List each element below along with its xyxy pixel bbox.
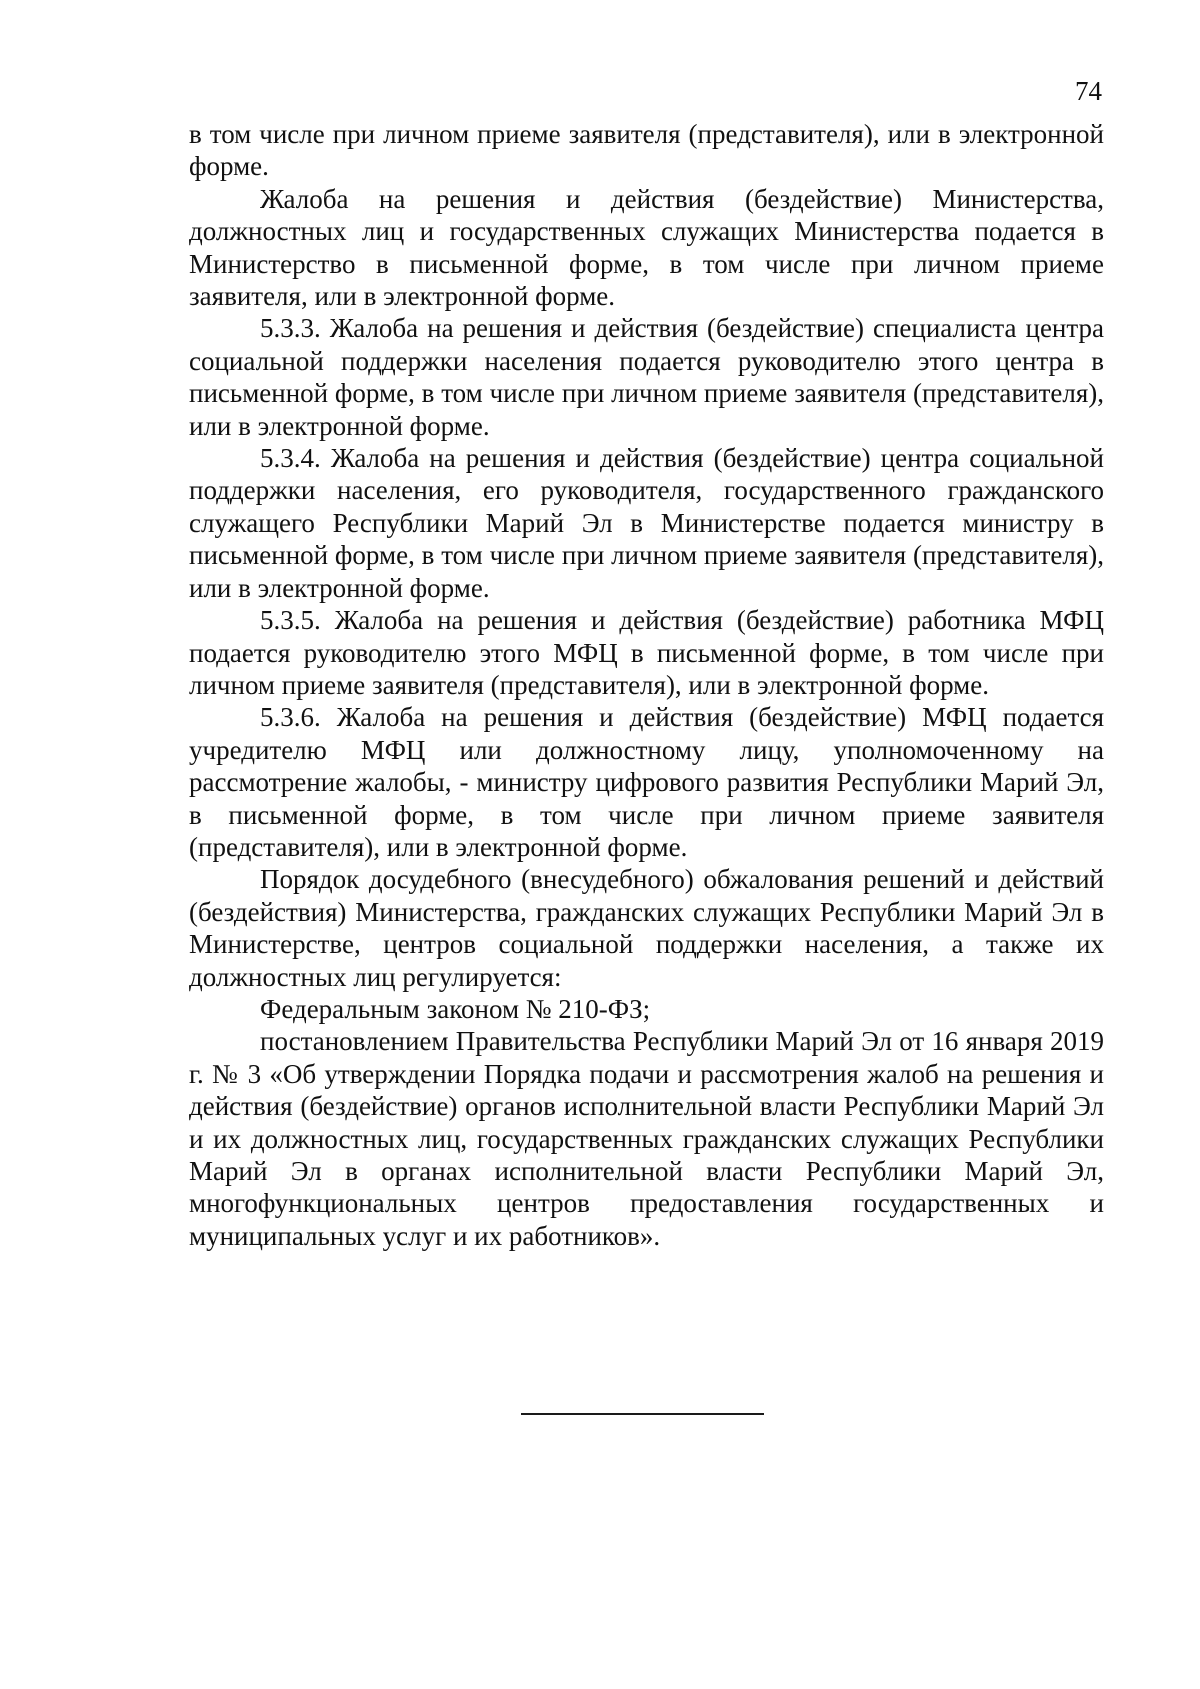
paragraph-5-3-6: 5.3.6. Жалоба на решения и действия (бездействие) МФЦ подается учредителю МФЦ или должностному лицу, уполномоченному на рассмотрение жалобы, - министру цифрового развития Республики Марий Эл, в письменной форме, в том числе при личном приеме заявителя (представителя), или в электронной форме. — [189, 702, 1104, 862]
paragraph-government-resolution: постановлением Правительства Республики Марий Эл от 16 января 2019 г. № 3 «Об утверждении Порядка подачи и рассмотрения жалоб на решения и действия (бездействие) органов исполнительной власти Республики Марий Эл и их должностных лиц, государственных гражданских служащих Республики Марий Эл в органах исполнительной власти Республики Марий Эл, многофункциональных центров предоставления государственных и муниципальных услуг и их работников». — [189, 1026, 1104, 1251]
document-body — [189, 118, 1104, 1252]
paragraph-5-3-3: 5.3.3. Жалоба на решения и действия (бездействие) специалиста центра социальной поддержки населения подается руководителю этого центра в письменной форме, в том числе при личном приеме заявителя (представителя), или в электронной форме. — [189, 313, 1104, 441]
paragraph-complaint-ministry: Жалоба на решения и действия (бездействие) Министерства, должностных лиц и государственных служащих Министерства подается в Министерство в письменной форме, в том числе при личном приеме заявителя, или в электронной форме. — [189, 183, 1104, 312]
paragraph-federal-law: Федеральным законом № 210-ФЗ; — [260, 993, 651, 1024]
paragraph-5-3-5: 5.3.5. Жалоба на решения и действия (бездействие) работника МФЦ подается руководителю этого МФЦ в письменной форме, в том числе при личном приеме заявителя (представителя), или в электронной форме. — [189, 605, 1104, 700]
closing-rule — [521, 1413, 764, 1415]
paragraph-continuation: в том числе при личном приеме заявителя (представителя), или в электронной форме. — [189, 119, 1104, 182]
paragraph-5-3-4: 5.3.4. Жалоба на решения и действия (бездействие) центра социальной поддержки населения, его руководителя, государственного гражданского служащего Республики Марий Эл в Министерстве подается министру в письменной форме, в том числе при личном приеме заявителя (представителя), или в электронной форме. — [189, 443, 1104, 603]
page-number: 74 — [1075, 76, 1102, 106]
paragraph-appeal-procedure: Порядок досудебного (внесудебного) обжалования решений и действий (бездействия) Министерства, гражданских служащих Республики Марий Эл в Министерстве, центров социальной поддержки населения, а также их должностных лиц регулируется: — [189, 864, 1104, 992]
